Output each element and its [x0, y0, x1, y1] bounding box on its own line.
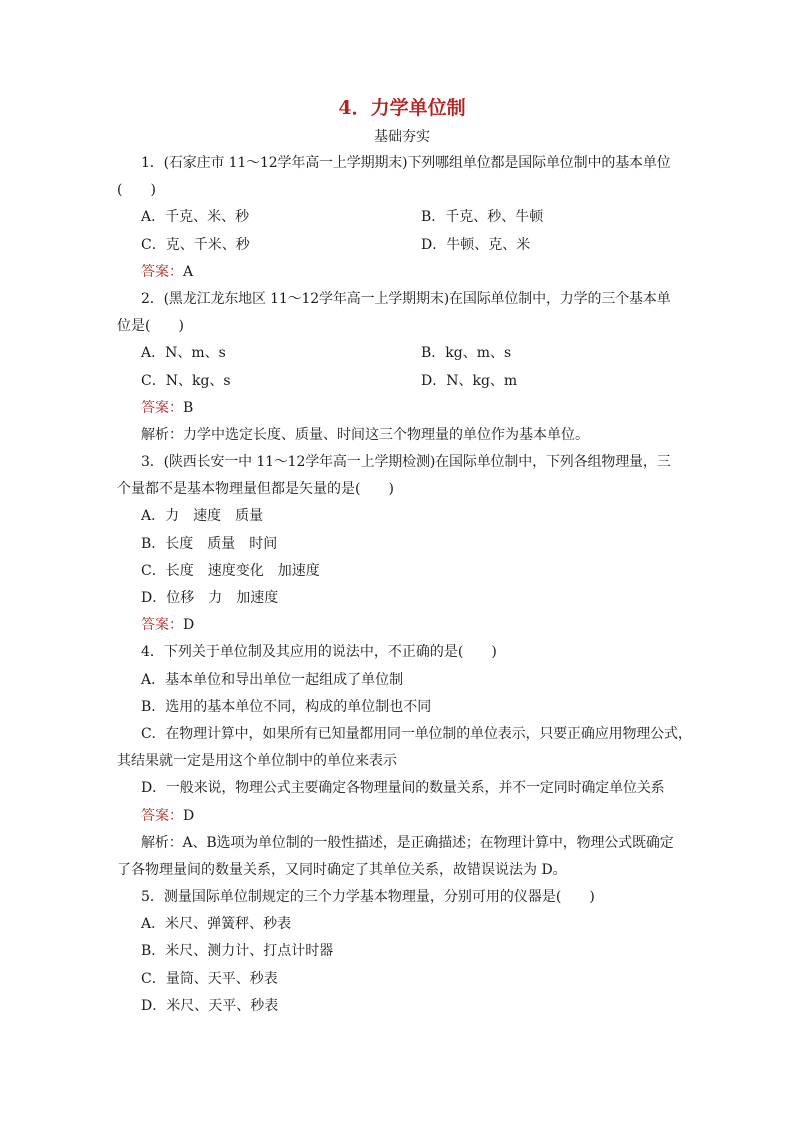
option-a: A．N、m、s	[141, 345, 226, 362]
option-b: B．选用的基本单位不同，构成的单位制也不同	[141, 698, 432, 715]
option-b: B．米尺、测力计、打点计时器	[141, 943, 334, 960]
option-d: D．位移 力 加速度	[141, 590, 279, 606]
page-title: 4．力学单位制	[338, 97, 466, 119]
question-stem: 5．测量国际单位制规定的三个力学基本物理量，分别可用的仪器是( )	[141, 889, 595, 906]
question-1	[117, 150, 687, 286]
question-4	[117, 639, 692, 884]
answer-line	[117, 259, 687, 286]
option-c: C．N、kg、s	[141, 372, 231, 389]
option-c: C．在物理计算中，如果所有已知量都用同一单位制的单位表示，只要正确应用物理公式，	[141, 725, 692, 742]
option-b: B．kg、m、s	[421, 345, 512, 362]
question-5	[117, 884, 687, 1020]
option-d: D．一般来说，物理公式主要确定各物理量间的数量关系，并不一定同时确定单位关系	[141, 780, 665, 797]
answer-value: B	[183, 399, 194, 416]
option-c: C．长度 速度变化 加速度	[141, 562, 320, 579]
answer-value: A	[183, 263, 194, 280]
answer-line	[117, 395, 687, 422]
answer-label: 答案：	[141, 807, 183, 824]
option-a: A．米尺、弹簧秤、秒表	[141, 916, 292, 933]
answer-label: 答案：	[141, 263, 183, 280]
question-stem-continued: 位是( )	[117, 318, 184, 335]
option-c: C．量筒、天平、秒表	[141, 970, 278, 987]
option-a: A．基本单位和导出单位一起组成了单位制	[141, 671, 404, 688]
option-d: D．米尺、天平、秒表	[141, 997, 279, 1014]
option-d: D．N、kg、m	[421, 372, 518, 389]
option-a: A．千克、米、秒	[141, 209, 250, 226]
option-b: B．长度 质量 时间	[141, 535, 278, 552]
question-stem-continued: ( )	[117, 182, 156, 199]
document-page	[117, 92, 692, 1020]
option-c-continued: 其结果就一定是用这个单位制中的单位来表示	[117, 753, 397, 770]
question-stem: 2．(黑龙江龙东地区 11～12学年高一上学期期末)在国际单位制中，力学的三个基本单	[141, 290, 671, 307]
option-c: C．克、千米、秒	[141, 236, 250, 253]
question-3	[117, 449, 687, 639]
explanation-continued: 了各物理量间的数量关系，又同时确定了其单位关系，故错误说法为 D。	[117, 861, 567, 878]
question-stem: 3．(陕西长安一中 11～12学年高一上学期检测)在国际单位制中，下列各组物理量，三	[141, 454, 671, 471]
answer-value: D	[183, 807, 195, 824]
answer-value: D	[183, 617, 195, 634]
explanation: 解析：A、B选项为单位制的一般性描述，是正确描述；在物理计算中，物理公式既确定	[141, 834, 674, 851]
answer-label: 答案：	[141, 399, 183, 416]
option-b: B．千克、秒、牛顿	[421, 209, 544, 226]
explanation: 解析：力学中选定长度、质量、时间这三个物理量的单位作为基本单位。	[141, 426, 589, 443]
option-a: A．力 速度 质量	[141, 508, 264, 525]
question-2	[117, 286, 687, 449]
section-heading: 基础夯实	[374, 129, 430, 145]
question-stem: 4．下列关于单位制及其应用的说法中，不正确的是( )	[141, 644, 497, 661]
option-d: D．牛顿、克、米	[421, 236, 531, 253]
answer-line	[117, 803, 687, 830]
answer-line	[117, 612, 687, 639]
question-stem-continued: 个量都不是基本物理量但都是矢量的是( )	[117, 481, 394, 498]
question-stem: 1．(石家庄市 11～12学年高一上学期期末)下列哪组单位都是国际单位制中的基本单位	[141, 155, 671, 171]
answer-label: 答案：	[141, 617, 183, 634]
